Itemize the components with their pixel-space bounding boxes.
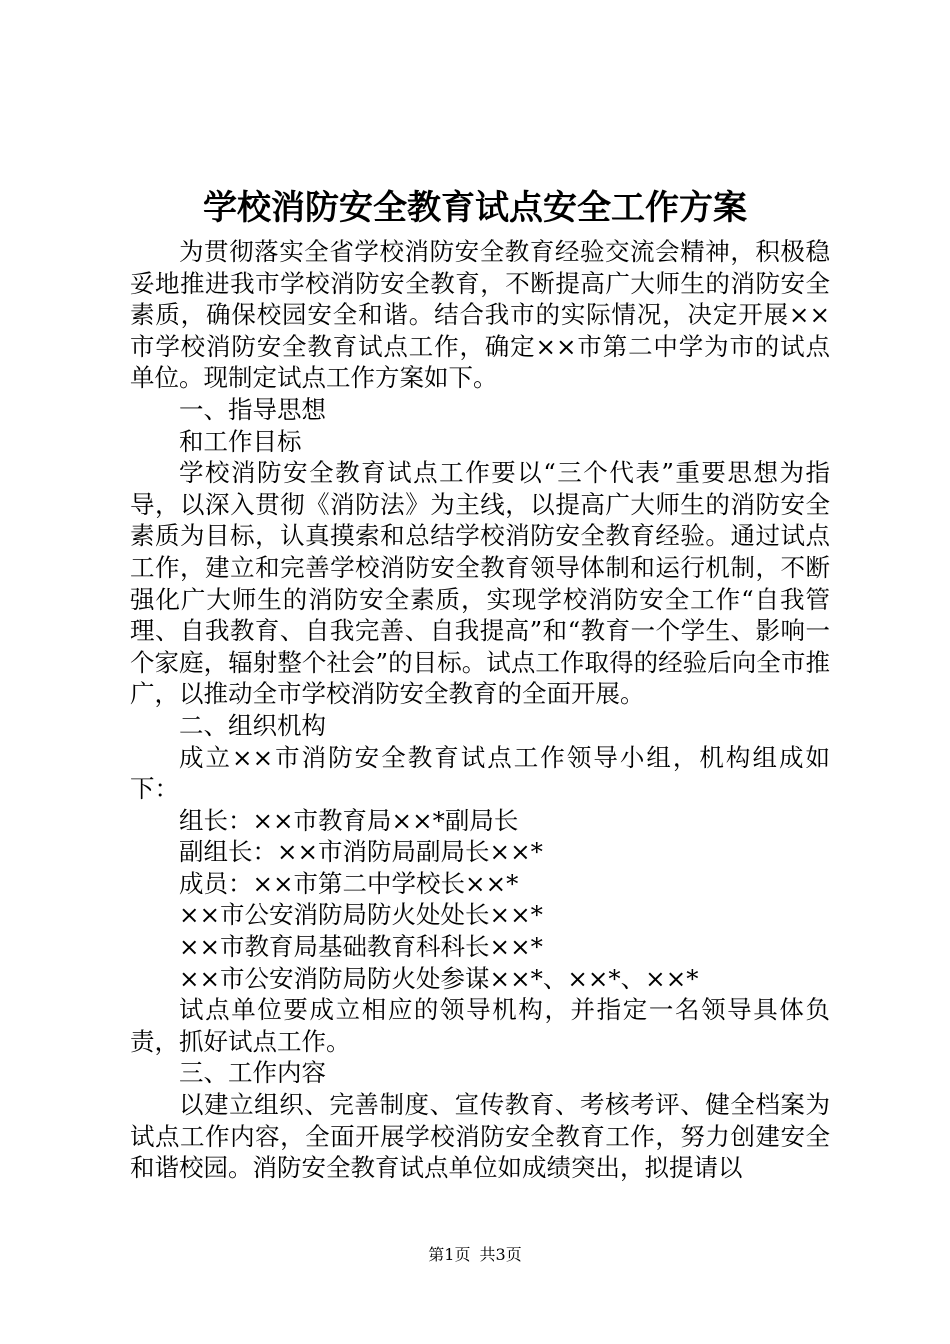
section-heading-work-content: 三、工作内容	[179, 1058, 326, 1088]
intro-paragraph: 为贯彻落实全省学校消防安全教育经验交流会精神，积极稳妥地推进我市学校消防安全教育，不断提高广大师生的消防安全素质，确保校园安全和谐。结合我市的实际情况，决定开展××市学校消防安全教育试点工作，确定××市第二中学为市的试点单位。现制定试点工作方案如下。	[130, 237, 830, 393]
document-title: 学校消防安全教育试点安全工作方案	[203, 188, 747, 228]
work-content-paragraph: 以建立组织、完善制度、宣传教育、考核考评、健全档案为试点工作内容，全面开展学校消防安全教育工作，努力创建安全和谐校园。消防安全教育试点单位如成绩突出，拟提请以	[130, 1090, 830, 1183]
goals-paragraph: 学校消防安全教育试点工作要以“三个代表”重要思想为指导，以深入贯彻《消防法》为主线，以提高广大师生的消防安全素质为目标，认真摸索和总结学校消防安全教育经验。通过试点工作，建立和完善学校消防安全教育领导体制和运行机制，不断强化广大师生的消防安全素质，实现学校消防安全工作“自我管理、自我教育、自我完善、自我提高”和“教育一个学生、影响一个家庭，辐射整个社会”的目标。试点工作取得的经验后向全市推广，以推动全市学校消防安全教育的全面开展。	[130, 458, 830, 709]
member-line-staff-officers: ××市公安消防局防火处参谋××*、××*、××*	[179, 963, 699, 993]
member-line-fire-prevention: ××市公安消防局防火处处长××*	[179, 900, 543, 930]
member-line-basic-education: ××市教育局基础教育科科长××*	[179, 932, 543, 962]
document-body	[130, 236, 830, 1184]
section-heading-organization: 二、组织机构	[179, 710, 326, 740]
organization-paragraph: 成立××市消防安全教育试点工作领导小组，机构组成如下：	[130, 742, 830, 804]
section-heading-work-goals: 和工作目标	[179, 426, 302, 456]
member-line-leader: 组长：××市教育局××*副局长	[179, 805, 519, 835]
page-number: 第1页	[428, 1245, 471, 1264]
member-line-deputy: 副组长：××市消防局副局长××*	[179, 837, 543, 867]
pilot-unit-paragraph: 试点单位要成立相应的领导机构，并指定一名领导具体负责，抓好试点工作。	[130, 995, 830, 1056]
page-footer	[0, 1244, 950, 1266]
member-line-members: 成员：××市第二中学校长××*	[179, 868, 519, 898]
section-heading-guiding-ideology: 一、指导思想	[179, 394, 326, 424]
page-total: 共3页	[479, 1245, 522, 1264]
